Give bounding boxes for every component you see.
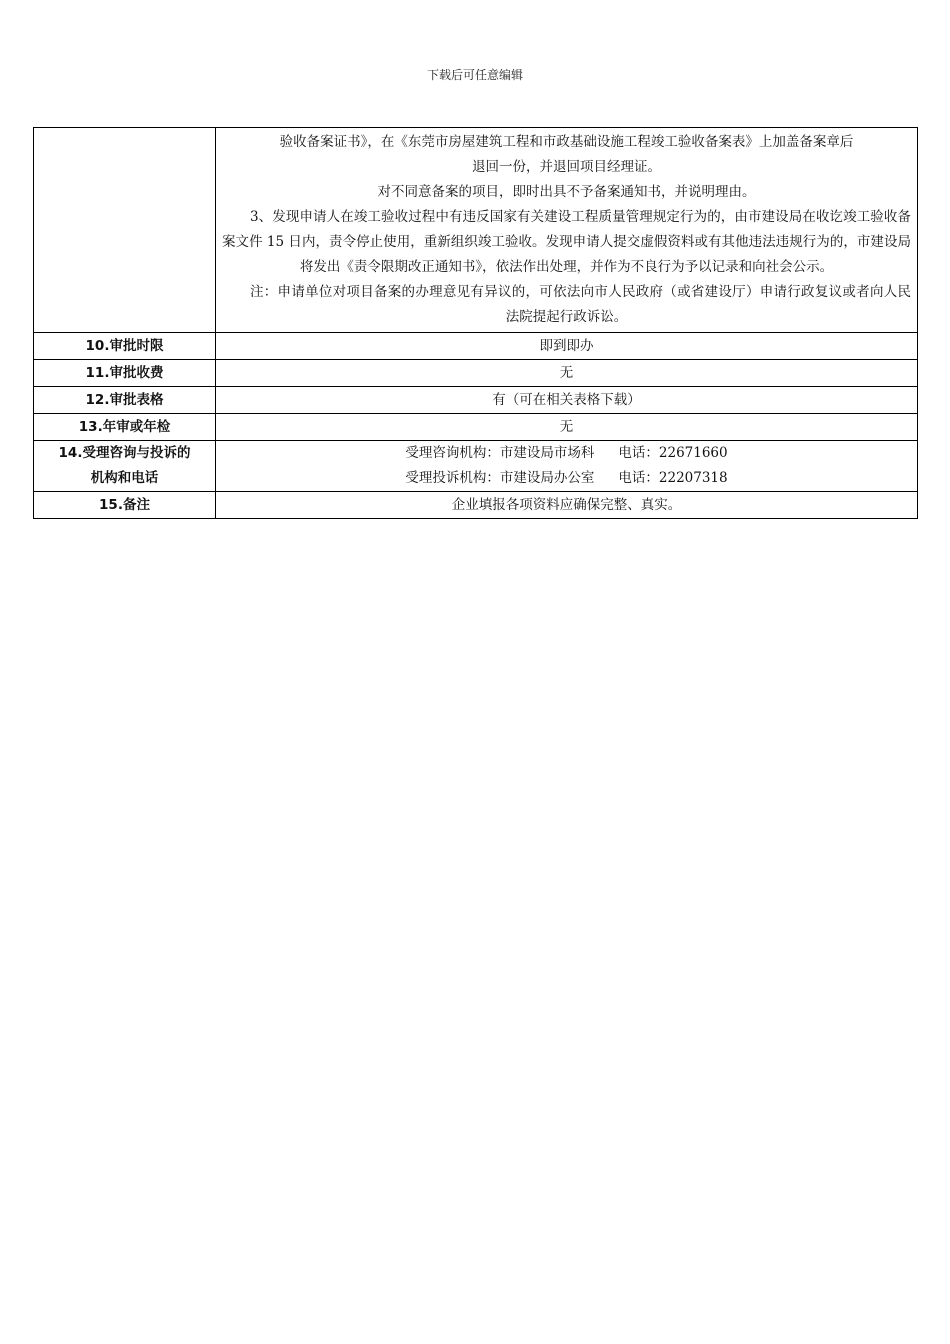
complaint-org: 受理投诉机构：市建设局办公室 [405,470,595,486]
row-label: 10.审批时限 [34,333,216,360]
appeal-note-paragraph: 注：申请单位对项目备案的办理意见有异议的，可依法向市人民政府（或省建设厅）申请行政复议或者向人民法院提起行政诉讼。 [250,284,911,325]
row-value: 无 [216,360,918,387]
row-label: 11.审批收费 [34,360,216,387]
contact-row [34,441,918,492]
consult-org: 受理咨询机构：市建设局市场科 [405,445,595,461]
row-value: 即到即办 [216,333,918,360]
remarks-value: 企业填报各项资料应确保完整、真实。 [216,492,918,519]
continuation-text-cell [216,128,918,333]
contact-value-cell [216,441,918,492]
continuation-line-2: 退回一份，并退回项目经理证。 [472,159,661,175]
remarks-label: 15.备注 [34,492,216,519]
contact-label-line-2: 机构和电话 [90,470,159,486]
row-value: 有（可在相关表格下载） [216,387,918,414]
continuation-line-1: 验收备案证书》，在《东莞市房屋建筑工程和市政基础设施工程竣工验收备案表》上加盖备案章后 [279,134,854,150]
consult-line [216,441,917,466]
continuation-line-3: 对不同意备案的项目，即时出具不予备案通知书，并说明理由。 [377,184,756,200]
table-row [34,360,918,387]
continuation-label-cell [34,128,216,333]
consult-phone: 电话：22671660 [618,445,728,461]
row-label: 13.年审或年检 [34,414,216,441]
table-row [34,387,918,414]
complaint-phone: 电话：22207318 [618,470,728,486]
table-row [34,333,918,360]
contact-label-cell [34,441,216,492]
row-label: 12.审批表格 [34,387,216,414]
continuation-row [34,128,918,333]
clause-3-paragraph: 3、发现申请人在竣工验收过程中有违反国家有关建设工程质量管理规定行为的，由市建设局在收讫竣工验收备案文件 15 日内，责令停止使用，重新组织竣工验收。发现申请人提交虚假资料或有其他违法违规行为的，市建设局将发出《责令限期改正通知书》，依法作出处理，并作为不良行为予以记录和向社会公示。 [222,209,911,275]
page-header-note: 下载后可任意编辑 [426,68,523,82]
remarks-row [34,492,918,519]
contact-label-line-1: 14.受理咨询与投诉的 [58,445,191,461]
approval-info-table [33,127,918,519]
row-value: 无 [216,414,918,441]
complaint-line [216,466,917,491]
table-row [34,414,918,441]
